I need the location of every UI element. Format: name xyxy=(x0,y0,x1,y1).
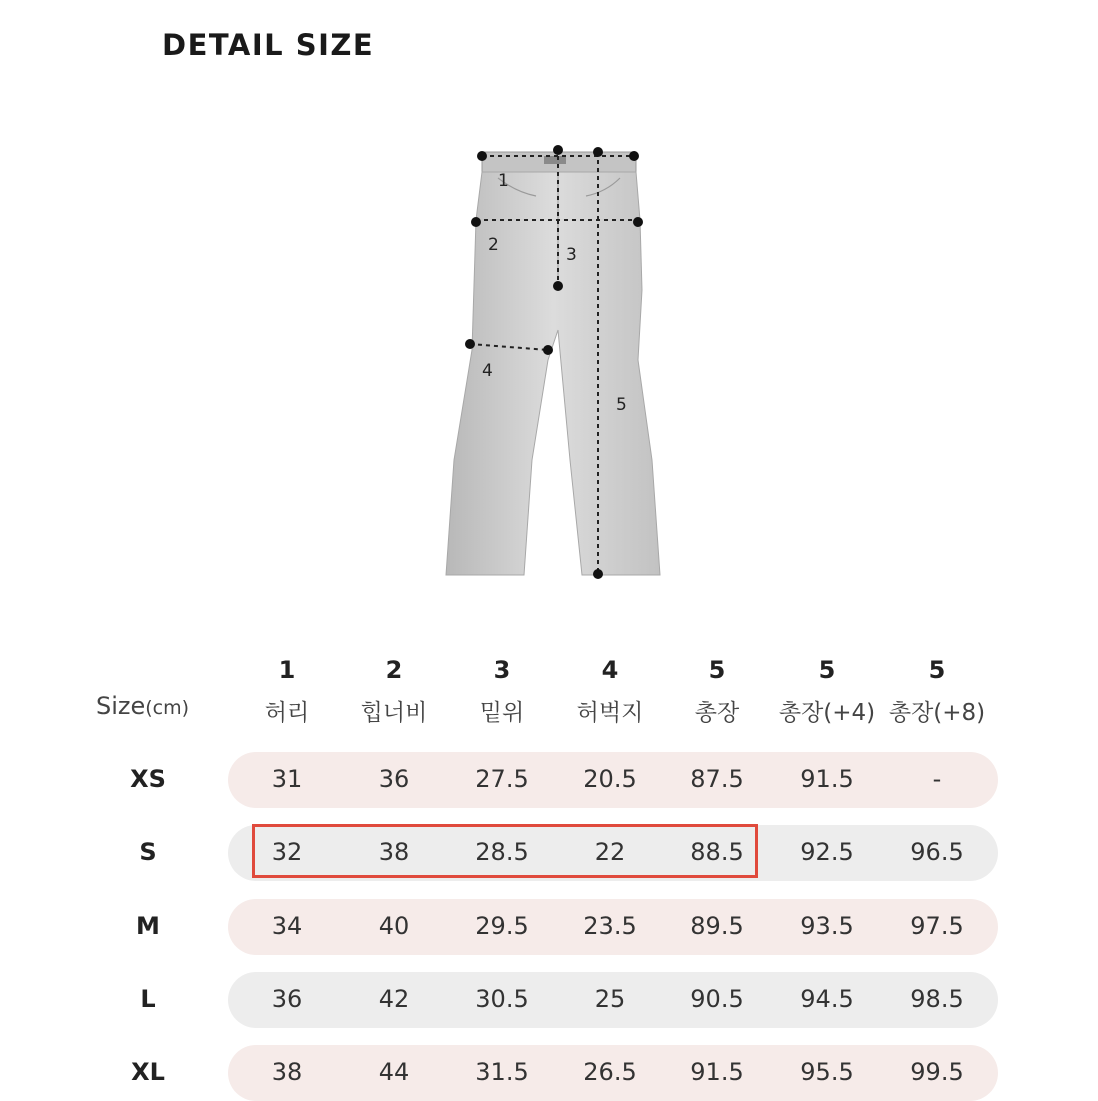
table-cell: 38 xyxy=(271,1058,303,1086)
size-header-label: Size xyxy=(96,692,146,720)
size-column-header xyxy=(96,692,189,720)
table-cell: - xyxy=(932,765,942,793)
jeans-measurement-illustration xyxy=(420,130,680,590)
column-number-7: 5 xyxy=(928,656,946,684)
measure-label-5: 5 xyxy=(616,395,627,415)
size-unit-label: (cm) xyxy=(145,697,190,719)
table-cell: 97.5 xyxy=(910,912,964,940)
table-cell: 95.5 xyxy=(800,1058,854,1086)
table-cell: 93.5 xyxy=(800,912,854,940)
table-cell: 22 xyxy=(594,838,626,866)
table-cell: 31.5 xyxy=(475,1058,529,1086)
table-cell: 99.5 xyxy=(910,1058,964,1086)
column-label-3: 밑위 xyxy=(479,700,525,726)
table-cell: 96.5 xyxy=(910,838,964,866)
column-number-6: 5 xyxy=(818,656,836,684)
table-cell: 87.5 xyxy=(690,765,744,793)
measure-label-1: 1 xyxy=(498,171,509,191)
column-number-2: 2 xyxy=(385,656,403,684)
page-title: DETAIL SIZE xyxy=(162,28,375,62)
table-cell: 92.5 xyxy=(800,838,854,866)
column-label-2: 힙너비 xyxy=(360,700,428,726)
table-cell: 91.5 xyxy=(800,765,854,793)
table-cell: 94.5 xyxy=(800,985,854,1013)
size-label-s: S xyxy=(139,838,157,866)
size-label-xs: XS xyxy=(130,765,166,793)
size-label-m: M xyxy=(136,912,160,940)
table-cell: 89.5 xyxy=(690,912,744,940)
table-cell: 31 xyxy=(271,765,303,793)
table-cell: 28.5 xyxy=(475,838,529,866)
table-cell: 36 xyxy=(271,985,303,1013)
table-cell: 90.5 xyxy=(690,985,744,1013)
row-highlight-box xyxy=(252,824,758,878)
table-cell: 88.5 xyxy=(690,838,744,866)
table-cell: 34 xyxy=(271,912,303,940)
table-cell: 91.5 xyxy=(690,1058,744,1086)
table-cell: 23.5 xyxy=(583,912,637,940)
measure-label-2: 2 xyxy=(488,235,499,255)
size-label-xl: XL xyxy=(131,1058,165,1086)
column-number-4: 4 xyxy=(601,656,619,684)
table-cell: 30.5 xyxy=(475,985,529,1013)
table-cell: 29.5 xyxy=(475,912,529,940)
table-cell: 42 xyxy=(378,985,410,1013)
column-label-5: 총장 xyxy=(694,700,740,726)
table-cell: 36 xyxy=(378,765,410,793)
table-cell: 38 xyxy=(378,838,410,866)
table-cell: 26.5 xyxy=(583,1058,637,1086)
table-cell: 40 xyxy=(378,912,410,940)
column-number-5: 5 xyxy=(708,656,726,684)
column-label-6: 총장(+4) xyxy=(778,700,876,726)
table-cell: 25 xyxy=(594,985,626,1013)
measure-label-3: 3 xyxy=(566,245,577,265)
column-number-3: 3 xyxy=(493,656,511,684)
table-cell: 98.5 xyxy=(910,985,964,1013)
column-number-1: 1 xyxy=(278,656,296,684)
table-cell: 27.5 xyxy=(475,765,529,793)
table-cell: 44 xyxy=(378,1058,410,1086)
column-label-1: 허리 xyxy=(264,700,310,726)
size-label-l: L xyxy=(140,985,156,1013)
column-label-7: 총장(+8) xyxy=(888,700,986,726)
table-cell: 32 xyxy=(271,838,303,866)
measure-label-4: 4 xyxy=(482,361,493,381)
table-cell: 20.5 xyxy=(583,765,637,793)
column-label-4: 허벅지 xyxy=(576,700,644,726)
